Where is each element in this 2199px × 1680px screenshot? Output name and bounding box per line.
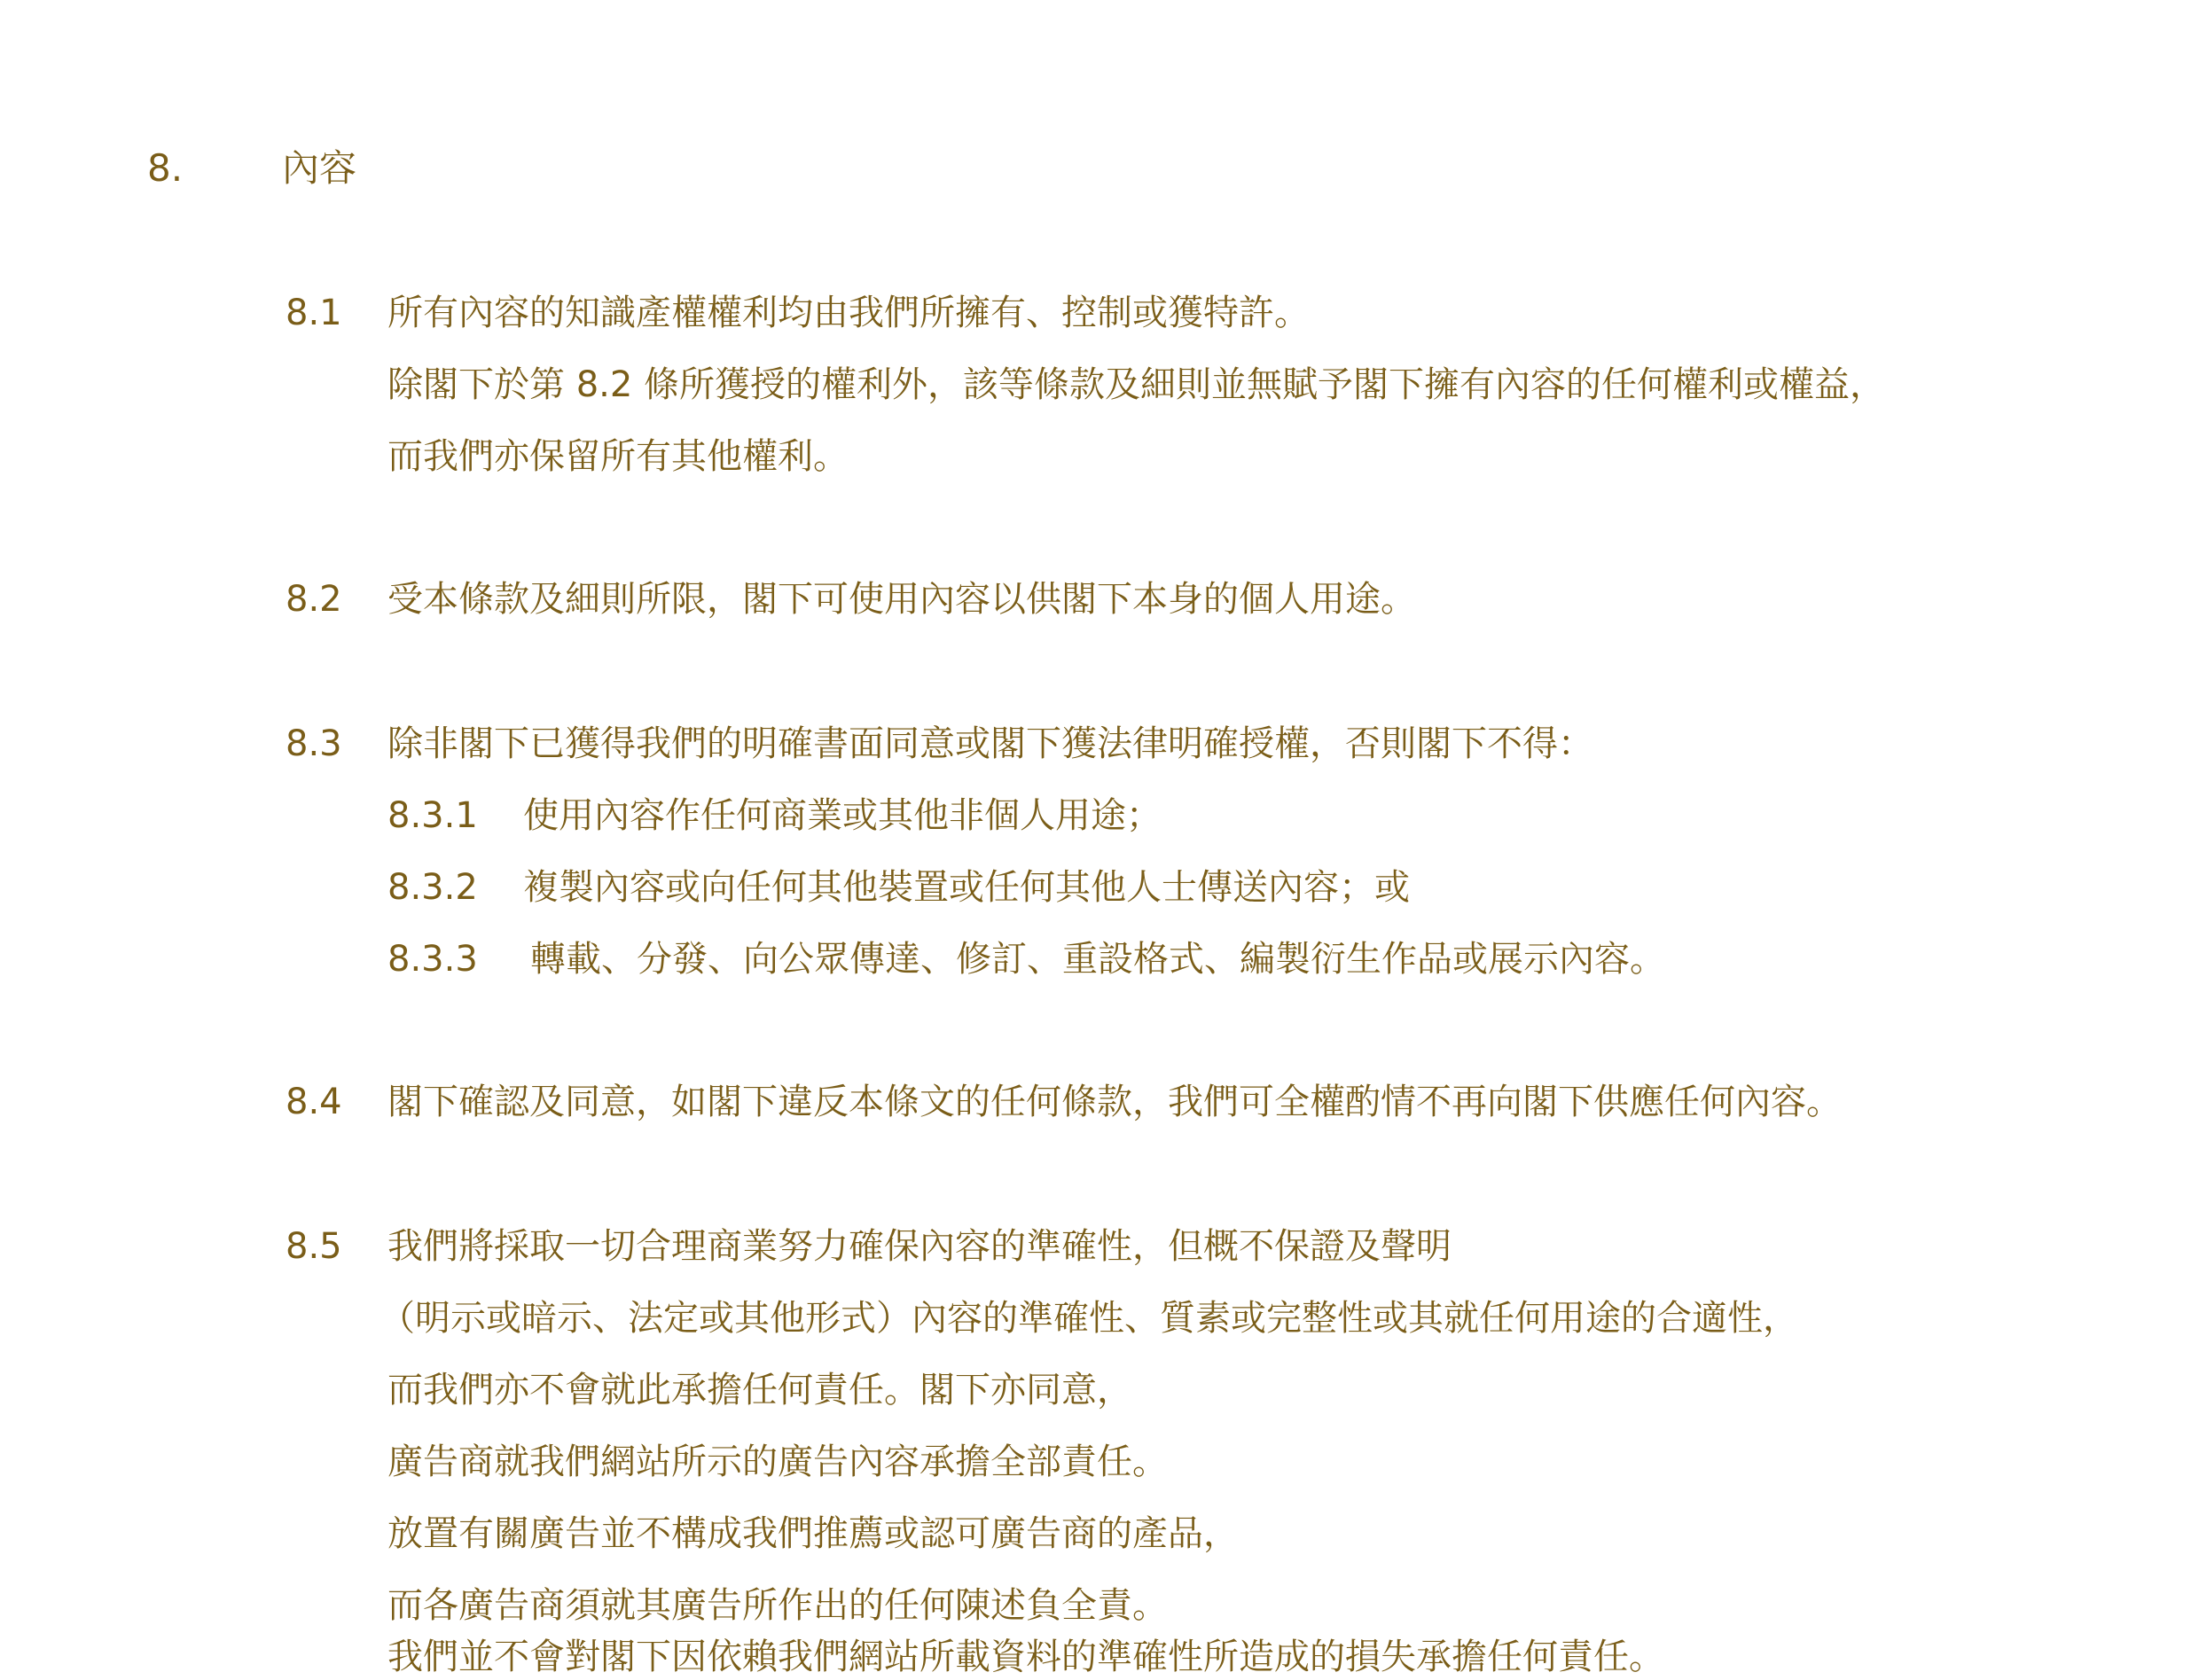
clause-8-4-line-1: 閣下確認及同意，如閣下違反本條文的任何條款，我們可全權酌情不再向閣下供應任何內容。 xyxy=(387,1082,1842,1122)
clause-8-1-line-3: 而我們亦保留所有其他權利。 xyxy=(387,436,849,477)
clause-8-1-line-2: 除閣下於第 8.2 條所獲授的權利外，該等條款及細則並無賦予閣下擁有內容的任何權利或權益， xyxy=(387,364,1886,405)
clause-number-8-4: 8.4 xyxy=(286,1082,342,1122)
clause-8-5-line-6: 而各廣告商須就其廣告所作出的任何陳述負全責。 xyxy=(387,1585,1168,1626)
subclause-8-3-1-text: 使用內容作任何商業或其他非個人用途； xyxy=(523,795,1162,836)
subclause-8-3-2-text: 複製內容或向任何其他裝置或任何其他人士傳送內容；或 xyxy=(523,867,1410,908)
clause-8-5-line-7: 我們並不會對閣下因依賴我們網站所載資料的準確性所造成的損失承擔任何責任。 xyxy=(387,1637,1664,1677)
clause-8-1-line-1: 所有內容的知識產權權利均由我們所擁有、控制或獲特許。 xyxy=(387,293,1310,333)
clause-8-5-line-2: （明示或暗示、法定或其他形式）內容的準確性、質素或完整性或其就任何用途的合適性， xyxy=(380,1298,1798,1339)
subclause-number-8-3-1: 8.3.1 xyxy=(387,795,478,836)
clause-number-8-2: 8.2 xyxy=(286,579,342,620)
clause-8-5-line-5: 放置有關廣告並不構成我們推薦或認可廣告商的產品， xyxy=(387,1513,1239,1554)
clause-8-3-line-1: 除非閣下已獲得我們的明確書面同意或閣下獲法律明確授權，否則閣下不得： xyxy=(387,723,1593,764)
clause-number-8-5: 8.5 xyxy=(286,1226,342,1267)
clause-8-5-line-1: 我們將採取一切合理商業努力確保內容的準確性，但概不保證及聲明 xyxy=(387,1226,1452,1267)
clause-8-5-line-3: 而我們亦不會就此承擔任何責任。閣下亦同意， xyxy=(387,1370,1132,1410)
clause-number-8-1: 8.1 xyxy=(286,293,342,333)
subclause-number-8-3-3: 8.3.3 xyxy=(387,939,478,980)
subclause-8-3-3-text: 轉載、分發、向公眾傳達、修訂、重設格式、編製衍生作品或展示內容。 xyxy=(530,939,1665,980)
clause-number-8-3: 8.3 xyxy=(286,723,342,764)
section-title: 內容 xyxy=(282,146,357,190)
subclause-number-8-3-2: 8.3.2 xyxy=(387,867,478,908)
section-number: 8. xyxy=(147,146,184,190)
clause-8-2-line-1: 受本條款及細則所限，閣下可使用內容以供閣下本身的個人用途。 xyxy=(387,579,1416,620)
clause-8-5-line-4: 廣告商就我們網站所示的廣告內容承擔全部責任。 xyxy=(387,1442,1168,1482)
